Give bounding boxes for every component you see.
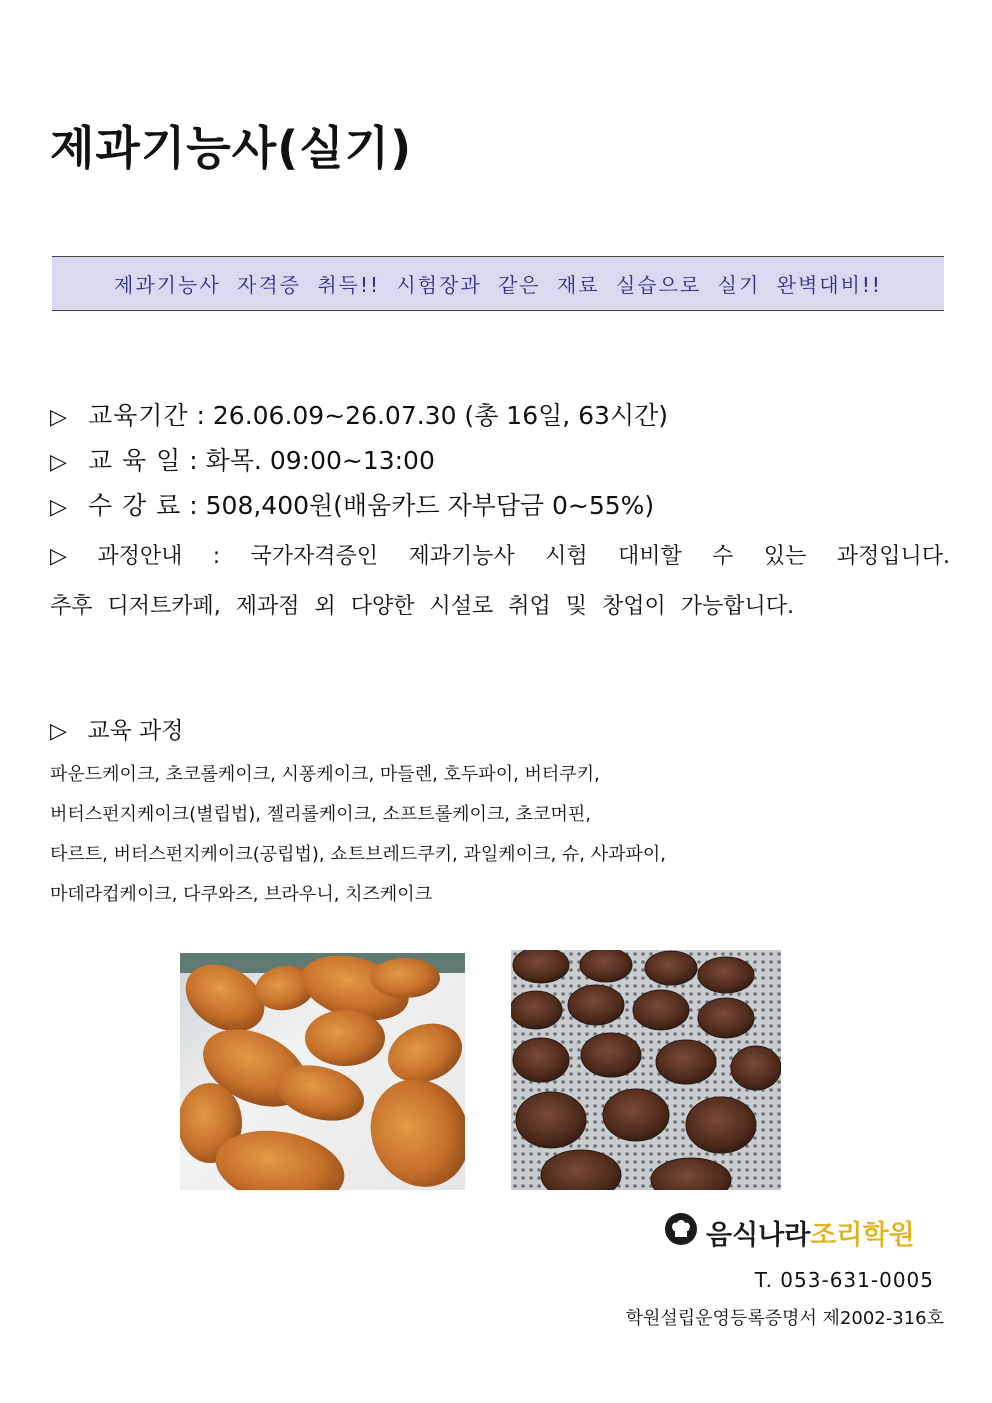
guide-word: 있는: [763, 544, 807, 569]
guide-row2: 추후 디저트카페, 제과점 외 다양한 시설로 취업 및 창업이 가능합니다.: [50, 594, 794, 619]
info-days: [50, 441, 435, 477]
academy-logo: [664, 1212, 915, 1253]
curriculum-heading: [50, 712, 184, 745]
guide-word: 제과기능사: [408, 544, 515, 569]
guide-label: 과정안내: [97, 544, 183, 569]
triangle-right-icon: ▷: [50, 719, 67, 744]
page-title: 제과기능사(실기): [50, 121, 413, 175]
guide-word: 국가자격증인: [250, 544, 379, 569]
curriculum-list: [50, 755, 666, 915]
curriculum-line: 마데라컵케이크, 다쿠와즈, 브라우니, 치즈케이크: [50, 884, 433, 905]
fee-value: : 508,400원(배움카드 자부담금 0~55%): [189, 491, 655, 520]
triangle-right-icon: ▷: [50, 405, 67, 430]
period-label: 교육기간: [87, 401, 189, 430]
guide-word: 대비할: [618, 544, 682, 569]
days-label: 교 육 일: [87, 446, 182, 475]
curriculum-line: 버터스펀지케이크(별립법), 젤리롤케이크, 소프트롤케이크, 초코머핀,: [50, 804, 591, 825]
madeleine-photo: [180, 953, 465, 1190]
guide-word: 과정입니다.: [836, 544, 950, 569]
chocolate-muffin-photo: [511, 950, 781, 1190]
course-guide: [50, 532, 950, 632]
guide-word: 시험: [545, 544, 588, 569]
fee-label: 수 강 료: [87, 491, 182, 520]
triangle-right-icon: ▷: [50, 544, 67, 569]
curriculum-line: 파운드케이크, 초코롤케이크, 시퐁케이크, 마들렌, 호두파이, 버터쿠키,: [50, 764, 600, 785]
logo-text-dark: 음식나라: [706, 1220, 811, 1251]
period-value: : 26.06.09~26.07.30 (총 16일, 63시간): [196, 401, 669, 430]
curriculum-line: 타르트, 버터스펀지케이크(공립법), 쇼트브레드쿠키, 과일케이크, 슈, 사과파이,: [50, 844, 667, 865]
promo-banner: 제과기능사 자격증 취득!! 시험장과 같은 재료 실습으로 실기 완벽대비!!: [52, 256, 944, 311]
registration-number: 학원설립운영등록증명서 제2002-316호: [625, 1308, 944, 1329]
logo-text-accent: 조리학원: [810, 1220, 915, 1251]
info-period: [50, 396, 668, 432]
chef-hat-icon: [664, 1212, 698, 1253]
phone-number: T. 053-631-0005: [754, 1268, 934, 1292]
info-fee: [50, 486, 654, 522]
days-value: : 화목. 09:00~13:00: [189, 446, 435, 475]
guide-word: 수: [712, 544, 734, 569]
guide-colon: :: [212, 544, 221, 569]
triangle-right-icon: ▷: [50, 450, 67, 475]
curriculum-title: 교육 과정: [87, 718, 184, 744]
triangle-right-icon: ▷: [50, 495, 67, 520]
